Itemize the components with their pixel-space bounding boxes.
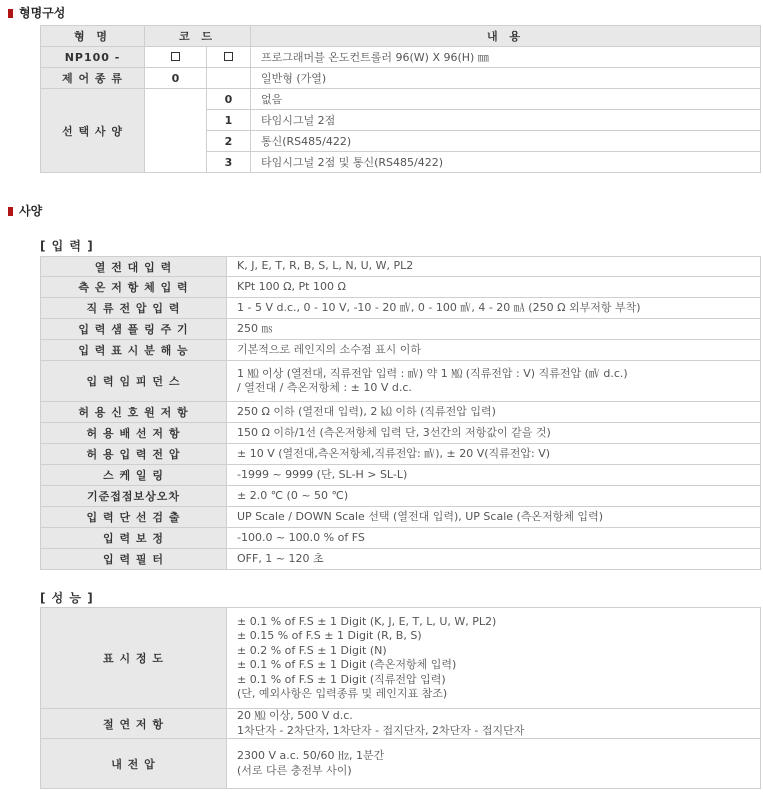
- performance-spec-row: [41, 739, 761, 789]
- input-spec-row: [41, 465, 761, 486]
- input-spec-table: [40, 256, 761, 570]
- spec-value-line: ± 0.1 % of F.S ± 1 Digit (K, J, E, T, L, U, W, PL2): [237, 614, 497, 628]
- spec-label: 입 력 표 시 분 해 능: [41, 340, 227, 361]
- spec-value-line: -100.0 ~ 100.0 % of FS: [237, 530, 365, 544]
- performance-spec-row: [41, 709, 761, 739]
- spec-label: 내 전 압: [41, 739, 227, 789]
- spec-value-line: ± 0.2 % of F.S ± 1 Digit (N): [237, 643, 387, 657]
- header-model: 형 명: [41, 26, 145, 47]
- spec-value-line: ± 10 V (열전대,측온저항체,직류전압: ㎷), ± 20 V(직류전압: V): [237, 446, 551, 460]
- bullet-square-icon: [8, 9, 13, 18]
- input-spec-row: [41, 528, 761, 549]
- model-name: NP100 -: [41, 47, 145, 68]
- spec-value-line: (단, 예외사항은 입력종류 및 레인지표 참조): [237, 687, 448, 700]
- spec-value-line: -1999 ~ 9999 (단, SL-H > SL-L): [237, 467, 408, 481]
- spec-value-line: / 열전대 / 측온저항체 : ± 10 V d.c.: [237, 381, 412, 394]
- spec-label: 허 용 입 력 전 압: [41, 444, 227, 465]
- spec-value-line: (서로 다른 충전부 사이): [237, 763, 352, 777]
- spec-value-line: 1 - 5 V d.c., 0 - 10 V, -10 - 20 ㎷, 0 - 100 ㎷, 4 - 20 ㎃ (250 Ω 외부저항 부착): [237, 300, 641, 314]
- heading-text: 형명구성: [19, 6, 66, 20]
- spec-value: [227, 444, 761, 465]
- option-code: 2: [207, 131, 251, 152]
- spec-value: [227, 465, 761, 486]
- input-spec-row: [41, 486, 761, 507]
- spec-label: 입 력 보 정: [41, 528, 227, 549]
- spec-label: 기준접점보상오차: [41, 486, 227, 507]
- square-box-icon: [171, 52, 180, 61]
- spec-value: [227, 298, 761, 319]
- spec-value: [227, 528, 761, 549]
- spec-label: 표 시 정 도: [41, 608, 227, 709]
- input-spec-row: [41, 340, 761, 361]
- spec-value: [227, 486, 761, 507]
- spec-value-line: UP Scale / DOWN Scale 선택 (열전대 입력), UP Scale (측온저항체 입력): [237, 509, 603, 523]
- code-box-2: [207, 47, 251, 68]
- spec-value: [227, 319, 761, 340]
- spec-value: [227, 402, 761, 423]
- input-spec-row: [41, 549, 761, 570]
- input-spec-row: [41, 361, 761, 402]
- spec-value-line: 250 ㎳: [237, 321, 273, 335]
- option-content: 타임시그널 2점 및 통신(RS485/422): [251, 152, 761, 173]
- control-type-code: 0: [145, 68, 207, 89]
- input-spec-row: [41, 319, 761, 340]
- spec-value-line: K, J, E, T, R, B, S, L, N, U, W, PL2: [237, 259, 414, 273]
- input-spec-row: [41, 277, 761, 298]
- spec-value-line: 2300 V a.c. 50/60 ㎐, 1분간: [237, 749, 385, 762]
- spec-label: 허 용 배 선 저 항: [41, 423, 227, 444]
- empty-cell: [145, 89, 207, 173]
- spec-value-line: 기본적으로 레인지의 소수점 표시 이하: [237, 342, 422, 356]
- spec-value-line: 20 ㏁ 이상, 500 V d.c.: [237, 709, 353, 722]
- spec-label: 입 력 샘 플 링 주 기: [41, 319, 227, 340]
- spec-value-line: ± 0.1 % of F.S ± 1 Digit (측온저항체 입력): [237, 658, 457, 671]
- spec-value: [227, 709, 761, 739]
- spec-value: [227, 549, 761, 570]
- option-code: 3: [207, 152, 251, 173]
- section-heading-model: [8, 4, 65, 21]
- options-label: 선 택 사 양: [41, 89, 145, 173]
- input-spec-row: [41, 444, 761, 465]
- spec-value-line: 1 ㏁ 이상 (열전대, 직류전압 입력 : ㎷) 약 1 ㏁ (직류전압 : V) 직류전압 (㎷ d.c.): [237, 366, 628, 380]
- spec-value-line: 150 Ω 이하/1선 (측온저항체 입력 단, 3선간의 저항값이 같을 것): [237, 425, 551, 439]
- spec-label: 스 케 일 링: [41, 465, 227, 486]
- spec-label: 허 용 신 호 원 저 항: [41, 402, 227, 423]
- option-code: 1: [207, 110, 251, 131]
- empty-cell: [207, 68, 251, 89]
- option-content: 타임시그널 2점: [251, 110, 761, 131]
- spec-label: 입 력 필 터: [41, 549, 227, 570]
- spec-value: [227, 739, 761, 789]
- spec-label: 절 연 저 항: [41, 709, 227, 739]
- spec-value: [227, 277, 761, 298]
- performance-subheading: [ 성 능 ]: [40, 591, 94, 605]
- input-subheading: [ 입 력 ]: [40, 239, 94, 253]
- header-content: 내 용: [251, 26, 761, 47]
- spec-value-line: OFF, 1 ~ 120 초: [237, 551, 324, 565]
- spec-value-line: ± 2.0 ℃ (0 ~ 50 ℃): [237, 488, 349, 502]
- control-type-content: 일반형 (가열): [251, 68, 761, 89]
- spec-label: 입 력 단 선 검 출: [41, 507, 227, 528]
- spec-value: [227, 507, 761, 528]
- spec-label: 직 류 전 압 입 력: [41, 298, 227, 319]
- option-code: 0: [207, 89, 251, 110]
- spec-value: [227, 423, 761, 444]
- square-box-icon: [224, 52, 233, 61]
- spec-value-line: ± 0.15 % of F.S ± 1 Digit (R, B, S): [237, 629, 422, 642]
- input-spec-row: [41, 257, 761, 277]
- option-content: 통신(RS485/422): [251, 131, 761, 152]
- spec-value: [227, 257, 761, 277]
- input-spec-row: [41, 402, 761, 423]
- code-box-1: [145, 47, 207, 68]
- model-description: 프로그래머블 온도컨트롤러 96(W) X 96(H) ㎜: [251, 47, 761, 68]
- spec-value-line: ± 0.1 % of F.S ± 1 Digit (직류전압 입력): [237, 672, 446, 686]
- input-spec-row: [41, 423, 761, 444]
- spec-value: [227, 361, 761, 402]
- spec-label: 입 력 임 피 던 스: [41, 361, 227, 402]
- model-table: [40, 25, 761, 173]
- spec-label: 열 전 대 입 력: [41, 257, 227, 277]
- performance-spec-row: [41, 608, 761, 709]
- spec-value: [227, 340, 761, 361]
- spec-value-line: KPt 100 Ω, Pt 100 Ω: [237, 279, 346, 293]
- option-content: 없음: [251, 89, 761, 110]
- spec-value: [227, 608, 761, 709]
- control-type-label: 제 어 종 류: [41, 68, 145, 89]
- heading-text: 사양: [19, 204, 43, 218]
- input-spec-row: [41, 298, 761, 319]
- bullet-square-icon: [8, 207, 13, 216]
- performance-spec-table: [40, 607, 761, 789]
- input-spec-row: [41, 507, 761, 528]
- spec-value-line: 1차단자 - 2차단자, 1차단자 - 접지단자, 2차단자 - 접지단자: [237, 723, 525, 737]
- spec-value-line: 250 Ω 이하 (열전대 입력), 2 ㏀ 이하 (직류전압 입력): [237, 404, 496, 418]
- section-heading-spec: [8, 202, 42, 219]
- header-code: 코 드: [145, 26, 251, 47]
- spec-label: 측 온 저 항 체 입 력: [41, 277, 227, 298]
